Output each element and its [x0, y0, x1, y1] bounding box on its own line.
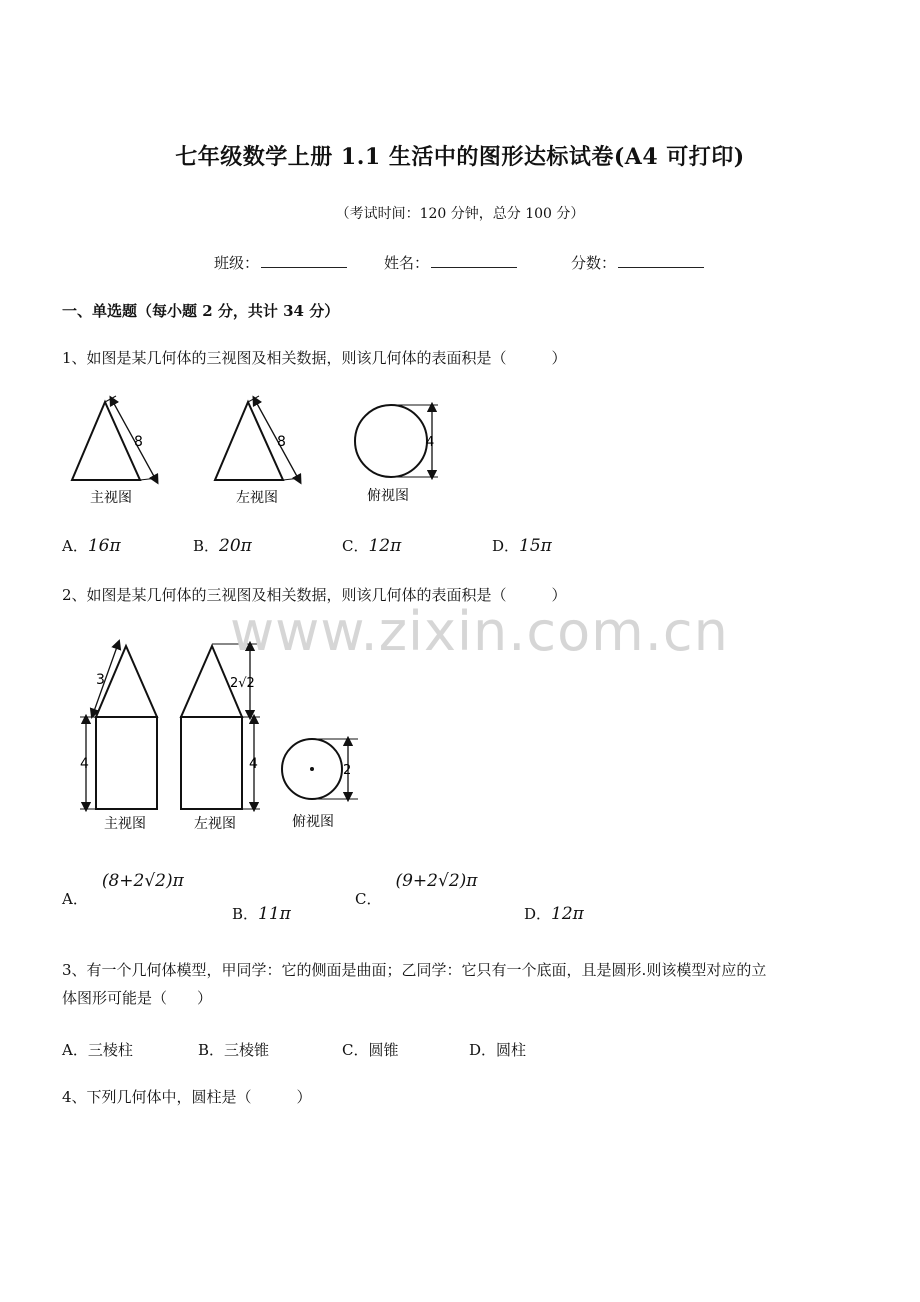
score-label: 分数： — [571, 254, 617, 272]
cone-height-label: 2√2 — [230, 676, 255, 691]
q1-option-b[interactable]: B．20π — [193, 536, 252, 556]
watermark: www.zixin.com.cn — [230, 600, 729, 663]
name-field — [384, 252, 517, 273]
q3-option-a[interactable]: A．三棱柱 — [62, 1041, 133, 1059]
question-2-stem: 2、如图是某几何体的三视图及相关数据，则该几何体的表面积是（ ） — [62, 586, 567, 604]
q3-option-c[interactable]: C．圆锥 — [342, 1041, 399, 1059]
left-view-triangle — [215, 396, 301, 506]
q1-option-c[interactable]: C．12π — [342, 536, 402, 556]
top-view-diameter-label: 4 — [426, 435, 435, 450]
question-1-stem: 1、如图是某几何体的三视图及相关数据，则该几何体的表面积是（ ） — [62, 349, 567, 367]
left-view-cone-cylinder — [181, 644, 260, 832]
question-3-stem-line1: 3、有一个几何体模型，甲同学：它的侧面是曲面；乙同学：它只有一个底面，且是圆形.则该模型对应的立 — [62, 961, 767, 979]
q2-option-c[interactable]: C．(9+2√2)π — [355, 871, 478, 908]
q3-option-d[interactable]: D．圆柱 — [469, 1041, 527, 1059]
name-label: 姓名： — [384, 254, 430, 272]
front-view-triangle — [72, 396, 158, 506]
class-blank[interactable] — [261, 253, 347, 268]
top-view-circle — [282, 739, 358, 830]
slant-label: 3 — [96, 672, 105, 688]
front-view-side-label: 8 — [134, 434, 143, 450]
q2-option-a[interactable]: A．(8+2√2)π — [62, 871, 184, 908]
exam-info: （考试时间：120 分钟，总分 100 分） — [335, 206, 585, 222]
left-view-side-label: 8 — [277, 434, 286, 450]
top-view-circle — [355, 405, 438, 504]
q3-option-b[interactable]: B．三棱锥 — [198, 1041, 270, 1059]
top-view-caption: 俯视图 — [292, 814, 334, 830]
name-blank[interactable] — [431, 253, 517, 268]
class-label: 班级： — [214, 254, 260, 272]
section-heading: 一、单选题（每小题 2 分，共计 34 分） — [62, 302, 340, 320]
left-view-caption: 左视图 — [236, 490, 278, 506]
question-4-stem: 4、下列几何体中，圆柱是（ ） — [62, 1088, 312, 1106]
front-body-label: 4 — [80, 756, 89, 772]
q2-option-d[interactable]: D．12π — [524, 904, 584, 924]
score-field — [571, 252, 704, 273]
question-1-figure — [60, 392, 460, 512]
page-title: 七年级数学上册 1.1 生活中的图形达标试卷(A4 可打印) — [175, 144, 745, 170]
class-field — [214, 252, 347, 273]
left-view-caption: 左视图 — [194, 816, 236, 832]
front-view-caption: 主视图 — [104, 816, 146, 832]
question-3-stem-line2: 体图形可能是（ ） — [62, 989, 213, 1007]
front-view-cone-cylinder — [80, 644, 157, 832]
score-blank[interactable] — [618, 253, 704, 268]
q1-option-a[interactable]: A．16π — [62, 536, 121, 556]
left-body-label: 4 — [249, 756, 258, 772]
q2-option-b[interactable]: B．11π — [232, 904, 291, 924]
top-view-diameter-label: 2 — [343, 763, 352, 778]
top-view-caption: 俯视图 — [367, 488, 409, 504]
front-view-caption: 主视图 — [90, 490, 132, 506]
q1-option-d[interactable]: D．15π — [492, 536, 552, 556]
